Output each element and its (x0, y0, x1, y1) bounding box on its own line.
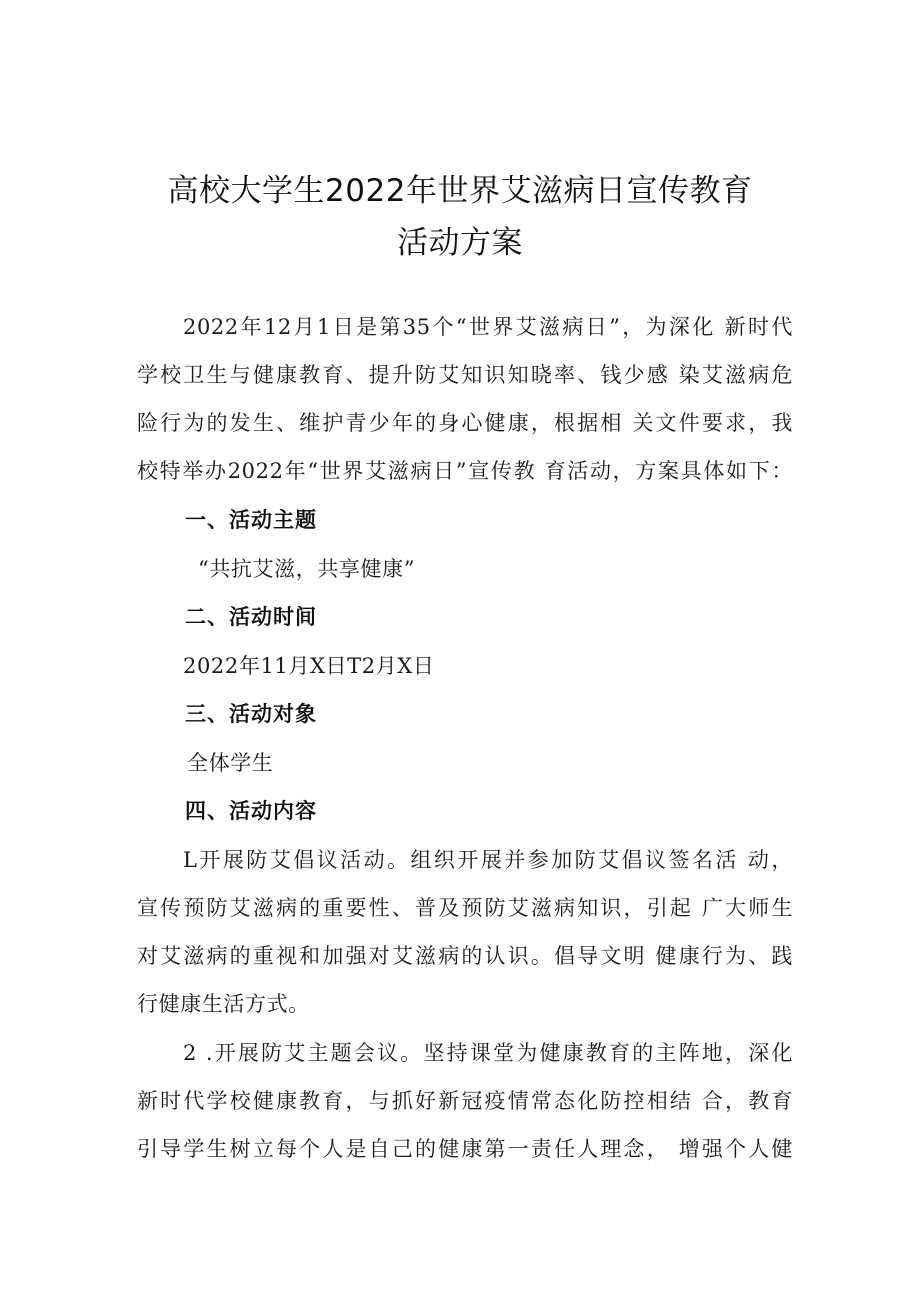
intro-line-1: 2022年12月1日是第35个“世界艾滋病日”，为深化 新时代 (183, 315, 793, 339)
section-4-heading: 四、活动内容 (185, 799, 317, 823)
item-1-line-2: 宣传预防艾滋病的重要性、普及预防艾滋病知识，引起 广大师生 (137, 896, 793, 920)
item-1-line-1: L开展防艾倡议活动。组织开展并参加防艾倡议签名活 动， (183, 848, 793, 872)
item-2-line-3: 引导学生树立每个人是自己的健康第一责任人理念， 增强个人健 (137, 1137, 793, 1161)
section-3-content: 全体学生 (187, 751, 274, 775)
document-title-line-2: 活动方案 (397, 225, 523, 261)
section-2-content: 2022年11月X日T2月X日 (183, 654, 435, 678)
section-1-content: “共抗艾滋，共享健康” (198, 557, 416, 581)
intro-line-4: 校特举办2022年“世界艾滋病日”宣传教 育活动，方案具体如下： (137, 459, 793, 483)
document-title-line-1: 高校大学生2022年世界艾滋病日宣传教育 (167, 173, 753, 209)
intro-line-3: 险行为的发生、维护青少年的身心健康，根据相 关文件要求，我 (137, 411, 793, 435)
item-2-line-2: 新时代学校健康教育，与抓好新冠疫情常态化防控相结 合，教育 (137, 1089, 793, 1113)
item-1-line-3: 对艾滋病的重视和加强对艾滋病的认识。倡导文明 健康行为、践 (137, 944, 793, 968)
intro-line-2: 学校卫生与健康教育、提升防艾知识知晓率、钱少感 染艾滋病危 (137, 363, 793, 387)
section-3-heading: 三、活动对象 (185, 702, 317, 726)
section-1-heading: 一、活动主题 (185, 508, 317, 532)
item-1-line-4: 行健康生活方式。 (137, 992, 310, 1016)
item-2-line-1: 2 .开展防艾主题会议。坚持课堂为健康教育的主阵地，深化 (183, 1041, 793, 1065)
section-2-heading: 二、活动时间 (185, 605, 317, 629)
